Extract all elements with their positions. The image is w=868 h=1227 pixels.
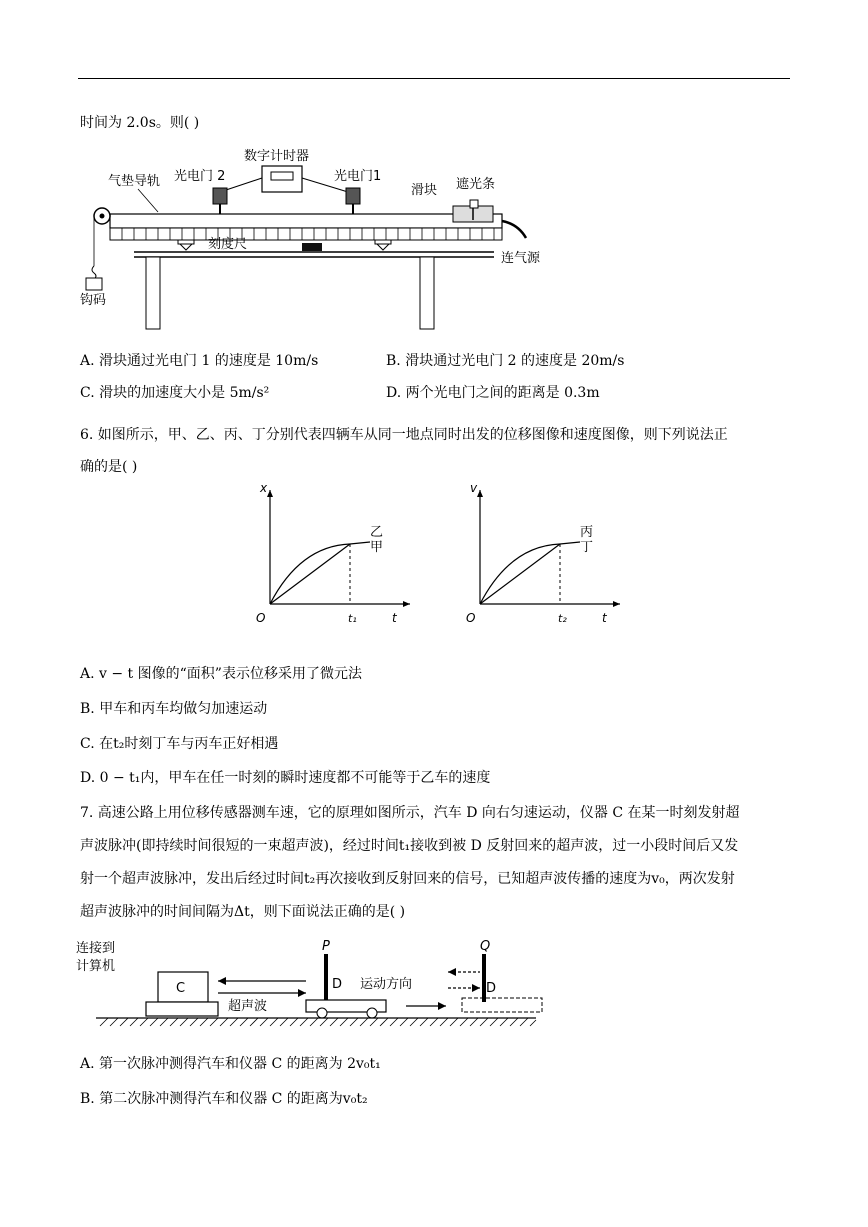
ultrasonic-label: 超声波 — [228, 999, 268, 1014]
gate2 — [213, 188, 227, 204]
ultrasonic-figure — [76, 936, 546, 1036]
q6-stem-line1: 6. 如图所示，甲、乙、丙、丁分别代表四辆车从同一地点同时出发的位移图像和速度图像，则下列说法正 — [80, 427, 728, 443]
t1-label: t₁ — [348, 612, 357, 625]
t2-label: t₂ — [558, 612, 567, 625]
air-track-figure — [78, 142, 558, 337]
q5-option-b[interactable]: B. 滑块通过光电门 2 的速度是 20m/s — [386, 353, 625, 369]
connect-label-2: 计算机 — [76, 959, 116, 974]
shade-label: 遮光条 — [456, 177, 496, 192]
v-axis-label: v — [470, 481, 478, 495]
q6-option-d[interactable]: D. 0 − t₁内，甲车在任一时刻的瞬时速度都不可能等于乙车的速度 — [80, 770, 491, 786]
table-leg-right — [420, 257, 434, 329]
q5-option-d[interactable]: D. 两个光电门之间的距离是 0.3m — [386, 385, 600, 401]
origin-label-1: O — [256, 611, 266, 625]
weight — [86, 278, 102, 290]
air-hose — [502, 221, 526, 238]
q5-stem-tail: 时间为 2.0s。则( ) — [80, 115, 200, 131]
gate2-label: 光电门 2 — [174, 169, 226, 184]
weight-label: 钩码 — [80, 293, 107, 308]
q6-option-a[interactable]: A. v − t 图像的“面积”表示位移采用了微元法 — [80, 666, 362, 682]
d-label-2: D — [486, 981, 497, 996]
slider-label: 滑块 — [411, 183, 438, 198]
p-label: P — [322, 939, 330, 954]
q7-stem-line2: 声波脉冲(即持续时间很短的一束超声波)，经过时间t₁接收到被 D 反射回来的超声波，过一小段时间后又发 — [80, 838, 739, 854]
reflector-p — [324, 954, 328, 1002]
q7-option-b[interactable]: B. 第二次脉冲测得汽车和仪器 C 的距离为v₀t₂ — [80, 1091, 368, 1107]
instrument-c-label: C — [176, 981, 186, 996]
timer-display — [271, 172, 293, 180]
rail — [110, 214, 502, 228]
timer-box — [262, 166, 302, 192]
scale-label: 刻度尺 — [208, 237, 248, 252]
q7-option-a[interactable]: A. 第一次脉冲测得汽车和仪器 C 的距离为 2v₀t₁ — [80, 1056, 381, 1072]
label-jia: 甲 — [370, 540, 384, 555]
rail-label: 气垫导轨 — [108, 174, 161, 189]
q5-option-c[interactable]: C. 滑块的加速度大小是 5m/s² — [80, 385, 270, 401]
car-d-later — [462, 998, 542, 1012]
timer-label: 数字计时器 — [244, 149, 310, 164]
q6-option-b[interactable]: B. 甲车和丙车均做匀加速运动 — [80, 701, 268, 717]
air-source-label: 连气源 — [501, 251, 541, 266]
v-t-graph — [460, 478, 630, 628]
t-axis-label-1: t — [392, 611, 397, 625]
x-axis-label: x — [260, 481, 268, 495]
q-label: Q — [480, 939, 491, 954]
origin-label-2: O — [466, 611, 476, 625]
t-axis-label-2: t — [602, 611, 607, 625]
q7-stem-line4: 超声波脉冲的时间间隔为Δt，则下面说法正确的是( ) — [80, 904, 406, 920]
q7-stem-line1: 7. 高速公路上用位移传感器测车速，它的原理如图所示，汽车 D 向右匀速运动，仪器 C 在某一时刻发射超 — [80, 805, 740, 821]
label-yi: 乙 — [370, 525, 384, 540]
connect-label-1: 连接到 — [76, 941, 116, 956]
table-leg-left — [146, 257, 160, 329]
instrument-base — [146, 1002, 218, 1016]
q5-option-a[interactable]: A. 滑块通过光电门 1 的速度是 10m/s — [80, 353, 319, 369]
label-ding: 丁 — [580, 540, 594, 555]
q7-stem-line3: 射一个超声波脉冲，发出后经过时间t₂再次接收到反射回来的信号，已知超声波传播的速度为v₀，两次发射 — [80, 871, 735, 887]
scale — [110, 228, 502, 240]
q6-stem-line2: 确的是( ) — [80, 459, 138, 475]
motion-label: 运动方向 — [360, 977, 413, 992]
q6-option-c[interactable]: C. 在t₂时刻丁车与丙车正好相遇 — [80, 736, 279, 752]
x-t-graph — [250, 478, 420, 628]
line-ding — [480, 544, 560, 604]
gate1 — [346, 188, 360, 204]
d-label-1: D — [332, 977, 343, 992]
line-jia — [270, 544, 350, 604]
label-bing: 丙 — [580, 525, 594, 540]
header-rule — [78, 78, 790, 79]
gate1-label: 光电门1 — [334, 169, 382, 184]
